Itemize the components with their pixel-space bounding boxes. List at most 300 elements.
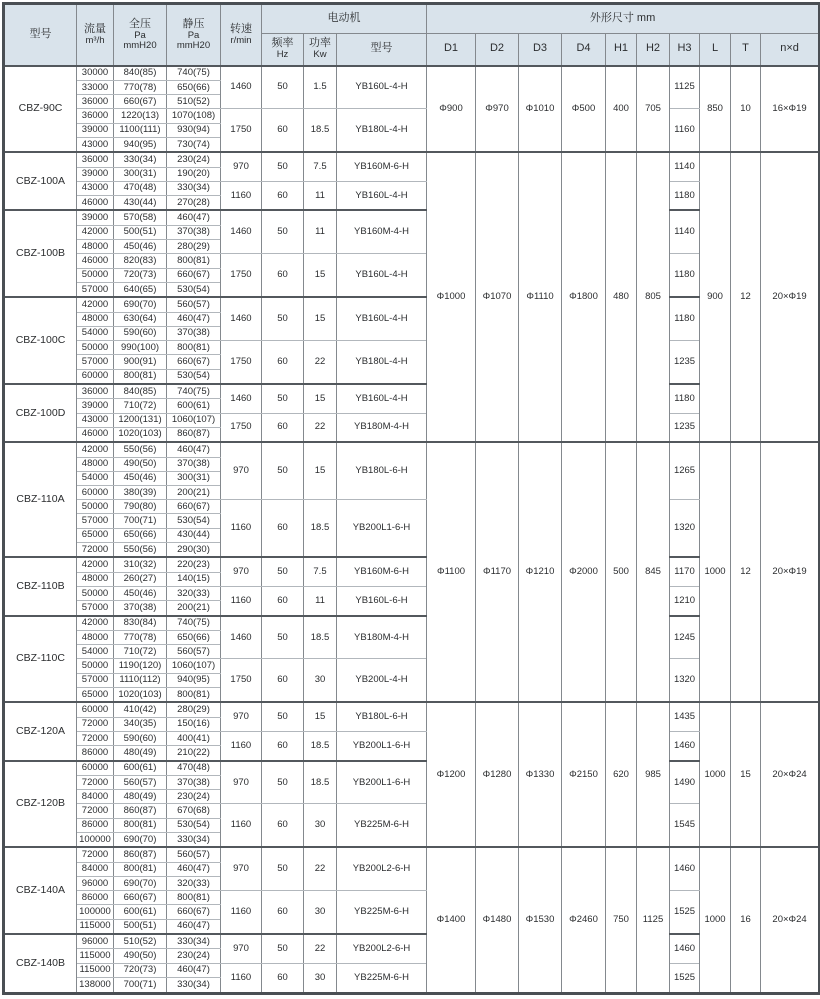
static-pressure-cell: 230(24)	[167, 790, 221, 804]
total-pressure-cell: 690(70)	[114, 832, 167, 847]
l-cell: 1000	[700, 702, 731, 847]
col-header-dims-group: 外形尺寸 mm	[427, 4, 820, 34]
frequency-cell: 50	[262, 702, 304, 731]
motor-model-cell: YB160L-6-H	[337, 586, 427, 615]
d4-cell: Φ2000	[562, 442, 606, 702]
static-pressure-cell: 300(31)	[167, 471, 221, 485]
h3-cell: 1180	[670, 181, 700, 210]
power-cell: 22	[304, 341, 337, 384]
table-row	[4, 702, 820, 717]
d1-cell: Φ1100	[427, 442, 476, 702]
flow-cell: 84000	[77, 862, 114, 876]
frequency-cell: 50	[262, 66, 304, 109]
d3-cell: Φ1010	[519, 66, 562, 153]
static-pressure-cell: 150(16)	[167, 717, 221, 731]
power-cell: 15	[304, 384, 337, 413]
model-cell: CBZ-100C	[4, 297, 77, 384]
static-pressure-cell: 280(29)	[167, 240, 221, 254]
h3-cell: 1435	[670, 702, 700, 731]
model-cell: CBZ-140A	[4, 847, 77, 934]
l-cell: 850	[700, 66, 731, 153]
static-pressure-cell: 800(81)	[167, 891, 221, 905]
flow-cell: 60000	[77, 761, 114, 776]
speed-cell: 970	[221, 847, 262, 890]
static-pressure-cell: 280(29)	[167, 702, 221, 717]
total-pressure-cell: 380(39)	[114, 486, 167, 500]
static-pressure-cell: 530(54)	[167, 514, 221, 528]
static-pressure-cell: 200(21)	[167, 486, 221, 500]
static-pressure-cell: 560(57)	[167, 297, 221, 312]
total-pressure-cell: 770(78)	[114, 80, 167, 94]
power-cell: 18.5	[304, 731, 337, 760]
frequency-cell: 60	[262, 891, 304, 934]
power-cell: 22	[304, 847, 337, 890]
speed-cell: 970	[221, 442, 262, 500]
h3-cell: 1460	[670, 847, 700, 890]
speed-cell: 1750	[221, 109, 262, 152]
static-pressure-cell: 230(24)	[167, 152, 221, 167]
col-header-power	[304, 34, 337, 66]
table-row	[4, 442, 820, 457]
flow-cell: 65000	[77, 528, 114, 542]
power-cell: 22	[304, 413, 337, 442]
header-line: Hz	[276, 49, 289, 61]
flow-cell: 57000	[77, 514, 114, 528]
flow-cell: 42000	[77, 225, 114, 239]
total-pressure-cell: 500(51)	[114, 919, 167, 934]
flow-cell: 115000	[77, 919, 114, 934]
h3-cell: 1140	[670, 152, 700, 181]
d1-cell: Φ1000	[427, 152, 476, 442]
power-cell: 18.5	[304, 109, 337, 152]
total-pressure-cell: 430(44)	[114, 196, 167, 211]
nxd-cell: 20×Φ19	[761, 442, 820, 702]
h3-cell: 1170	[670, 557, 700, 586]
total-pressure-cell: 490(50)	[114, 457, 167, 471]
total-pressure-cell: 660(67)	[114, 95, 167, 109]
static-pressure-cell: 930(94)	[167, 123, 221, 137]
nxd-cell: 16×Φ19	[761, 66, 820, 153]
header-line: 转速	[230, 22, 252, 35]
h3-cell: 1545	[670, 804, 700, 847]
power-cell: 30	[304, 891, 337, 934]
h2-cell: 805	[637, 152, 670, 442]
header-row-1	[4, 4, 820, 34]
header-line: 频率	[271, 37, 294, 50]
flow-cell: 138000	[77, 977, 114, 993]
col-header-frequency	[262, 34, 304, 66]
flow-cell: 50000	[77, 500, 114, 514]
total-pressure-cell: 370(38)	[114, 601, 167, 616]
motor-model-cell: YB200L1-6-H	[337, 500, 427, 558]
h3-cell: 1125	[670, 66, 700, 109]
t-cell: 16	[731, 847, 761, 993]
flow-cell: 48000	[77, 312, 114, 326]
h3-cell: 1245	[670, 616, 700, 659]
d4-cell: Φ2460	[562, 847, 606, 993]
flow-cell: 72000	[77, 731, 114, 745]
table-row	[4, 586, 820, 600]
t-cell: 15	[731, 702, 761, 847]
flow-cell: 60000	[77, 702, 114, 717]
flow-cell: 48000	[77, 240, 114, 254]
header-line: 全压	[129, 18, 151, 30]
frequency-cell: 60	[262, 586, 304, 615]
speed-cell: 1750	[221, 413, 262, 442]
flow-cell: 39000	[77, 123, 114, 137]
total-pressure-cell: 690(70)	[114, 876, 167, 890]
h3-cell: 1235	[670, 413, 700, 442]
total-pressure-cell: 310(32)	[114, 557, 167, 572]
table-row	[4, 384, 820, 399]
flow-cell: 96000	[77, 876, 114, 890]
l-cell: 1000	[700, 442, 731, 702]
flow-cell: 72000	[77, 804, 114, 818]
static-pressure-cell: 290(30)	[167, 542, 221, 557]
total-pressure-cell: 800(81)	[114, 369, 167, 384]
flow-cell: 57000	[77, 601, 114, 616]
flow-cell: 36000	[77, 152, 114, 167]
total-pressure-cell: 490(50)	[114, 949, 167, 963]
flow-cell: 86000	[77, 818, 114, 832]
static-pressure-cell: 330(34)	[167, 934, 221, 949]
table-row	[4, 66, 820, 81]
total-pressure-cell: 470(48)	[114, 181, 167, 195]
frequency-cell: 50	[262, 934, 304, 963]
static-pressure-cell: 800(81)	[167, 341, 221, 355]
frequency-cell: 50	[262, 384, 304, 413]
h2-cell: 845	[637, 442, 670, 702]
d1-cell: Φ900	[427, 66, 476, 153]
h1-cell: 480	[606, 152, 637, 442]
h3-cell: 1180	[670, 297, 700, 340]
h2-cell: 985	[637, 702, 670, 847]
total-pressure-cell: 800(81)	[114, 818, 167, 832]
total-pressure-cell: 450(46)	[114, 240, 167, 254]
total-pressure-cell: 860(87)	[114, 804, 167, 818]
static-pressure-cell: 370(38)	[167, 775, 221, 789]
d2-cell: Φ1480	[476, 847, 519, 993]
flow-cell: 36000	[77, 109, 114, 123]
total-pressure-cell: 590(60)	[114, 326, 167, 340]
motor-model-cell: YB160L-4-H	[337, 384, 427, 413]
flow-cell: 100000	[77, 832, 114, 847]
static-pressure-cell: 1060(107)	[167, 659, 221, 673]
static-pressure-cell: 460(47)	[167, 919, 221, 934]
total-pressure-cell: 1220(13)	[114, 109, 167, 123]
flow-cell: 72000	[77, 775, 114, 789]
flow-cell: 96000	[77, 934, 114, 949]
flow-cell: 54000	[77, 645, 114, 659]
col-header-d4: D4	[562, 34, 606, 66]
total-pressure-cell: 260(27)	[114, 572, 167, 586]
motor-model-cell: YB200L1-6-H	[337, 761, 427, 804]
speed-cell: 970	[221, 152, 262, 181]
frequency-cell: 60	[262, 413, 304, 442]
table-row	[4, 181, 820, 195]
flow-cell: 46000	[77, 196, 114, 211]
table-row	[4, 254, 820, 268]
static-pressure-cell: 1060(107)	[167, 413, 221, 427]
frequency-cell: 50	[262, 442, 304, 500]
table-row	[4, 731, 820, 745]
d1-cell: Φ1400	[427, 847, 476, 993]
table-row	[4, 804, 820, 818]
static-pressure-cell: 430(44)	[167, 528, 221, 542]
table-row	[4, 152, 820, 167]
table-row	[4, 109, 820, 123]
static-pressure-cell: 530(54)	[167, 369, 221, 384]
flow-cell: 57000	[77, 355, 114, 369]
flow-cell: 84000	[77, 790, 114, 804]
power-cell: 1.5	[304, 66, 337, 109]
frequency-cell: 50	[262, 557, 304, 586]
total-pressure-cell: 340(35)	[114, 717, 167, 731]
static-pressure-cell: 670(68)	[167, 804, 221, 818]
motor-model-cell: YB180L-6-H	[337, 442, 427, 500]
col-header-h3: H3	[670, 34, 700, 66]
static-pressure-cell: 370(38)	[167, 326, 221, 340]
header-line: Kw	[313, 49, 327, 61]
speed-cell: 970	[221, 934, 262, 963]
flow-cell: 72000	[77, 717, 114, 731]
speed-cell: 970	[221, 557, 262, 586]
h3-cell: 1140	[670, 210, 700, 253]
d3-cell: Φ1330	[519, 702, 562, 847]
frequency-cell: 50	[262, 152, 304, 181]
frequency-cell: 60	[262, 963, 304, 993]
model-cell: CBZ-90C	[4, 66, 77, 153]
power-cell: 15	[304, 297, 337, 340]
table-row	[4, 616, 820, 631]
total-pressure-cell: 500(51)	[114, 225, 167, 239]
total-pressure-cell: 550(56)	[114, 442, 167, 457]
model-cell: CBZ-100A	[4, 152, 77, 210]
total-pressure-cell: 630(64)	[114, 312, 167, 326]
d2-cell: Φ970	[476, 66, 519, 153]
model-cell: CBZ-140B	[4, 934, 77, 994]
total-pressure-cell: 840(85)	[114, 384, 167, 399]
d4-cell: Φ2150	[562, 702, 606, 847]
model-cell: CBZ-120A	[4, 702, 77, 760]
speed-cell: 1160	[221, 500, 262, 558]
t-cell: 12	[731, 152, 761, 442]
frequency-cell: 60	[262, 804, 304, 847]
nxd-cell: 20×Φ19	[761, 152, 820, 442]
total-pressure-cell: 300(31)	[114, 167, 167, 181]
total-pressure-cell: 660(67)	[114, 891, 167, 905]
frequency-cell: 60	[262, 659, 304, 702]
flow-cell: 36000	[77, 384, 114, 399]
flow-cell: 54000	[77, 326, 114, 340]
total-pressure-cell: 840(85)	[114, 66, 167, 81]
power-cell: 7.5	[304, 557, 337, 586]
static-pressure-cell: 460(47)	[167, 963, 221, 977]
frequency-cell: 60	[262, 254, 304, 297]
speed-cell: 1460	[221, 210, 262, 253]
power-cell: 30	[304, 963, 337, 993]
table-row	[4, 761, 820, 776]
flow-cell: 42000	[77, 297, 114, 312]
total-pressure-cell: 710(72)	[114, 645, 167, 659]
static-pressure-cell: 460(47)	[167, 210, 221, 225]
motor-model-cell: YB200L-4-H	[337, 659, 427, 702]
frequency-cell: 60	[262, 500, 304, 558]
col-header-motor-model: 型号	[337, 34, 427, 66]
motor-model-cell: YB160M-4-H	[337, 210, 427, 253]
speed-cell: 1160	[221, 586, 262, 615]
total-pressure-cell: 640(65)	[114, 282, 167, 297]
flow-cell: 39000	[77, 210, 114, 225]
flow-cell: 72000	[77, 542, 114, 557]
h3-cell: 1265	[670, 442, 700, 500]
h1-cell: 400	[606, 66, 637, 153]
flow-cell: 60000	[77, 486, 114, 500]
static-pressure-cell: 740(75)	[167, 384, 221, 399]
speed-cell: 970	[221, 702, 262, 731]
motor-model-cell: YB200L2-6-H	[337, 934, 427, 963]
static-pressure-cell: 800(81)	[167, 687, 221, 702]
total-pressure-cell: 480(49)	[114, 746, 167, 761]
d4-cell: Φ1800	[562, 152, 606, 442]
total-pressure-cell: 650(66)	[114, 528, 167, 542]
d4-cell: Φ500	[562, 66, 606, 153]
static-pressure-cell: 650(66)	[167, 630, 221, 644]
total-pressure-cell: 990(100)	[114, 341, 167, 355]
frequency-cell: 50	[262, 616, 304, 659]
static-pressure-cell: 330(34)	[167, 977, 221, 993]
table-row	[4, 500, 820, 514]
t-cell: 12	[731, 442, 761, 702]
power-cell: 15	[304, 442, 337, 500]
frequency-cell: 50	[262, 297, 304, 340]
header-line: 流量	[84, 22, 106, 35]
total-pressure-cell: 330(34)	[114, 152, 167, 167]
power-cell: 7.5	[304, 152, 337, 181]
flow-cell: 100000	[77, 905, 114, 919]
flow-cell: 30000	[77, 66, 114, 81]
flow-cell: 43000	[77, 413, 114, 427]
total-pressure-cell: 860(87)	[114, 847, 167, 862]
header-line: r/min	[230, 34, 252, 46]
frequency-cell: 60	[262, 181, 304, 210]
total-pressure-cell: 550(56)	[114, 542, 167, 557]
speed-cell: 1160	[221, 963, 262, 993]
motor-model-cell: YB180L-6-H	[337, 702, 427, 731]
h1-cell: 500	[606, 442, 637, 702]
frequency-cell: 50	[262, 210, 304, 253]
motor-model-cell: YB200L2-6-H	[337, 847, 427, 890]
power-cell: 18.5	[304, 616, 337, 659]
total-pressure-cell: 600(61)	[114, 905, 167, 919]
frequency-cell: 60	[262, 341, 304, 384]
total-pressure-cell: 600(61)	[114, 761, 167, 776]
nxd-cell: 20×Φ24	[761, 847, 820, 993]
static-pressure-cell: 370(38)	[167, 457, 221, 471]
model-cell: CBZ-110C	[4, 616, 77, 703]
flow-cell: 54000	[77, 471, 114, 485]
table-row	[4, 341, 820, 355]
static-pressure-cell: 660(67)	[167, 905, 221, 919]
col-header-speed	[221, 4, 262, 66]
speed-cell: 1460	[221, 384, 262, 413]
static-pressure-cell: 800(81)	[167, 254, 221, 268]
h3-cell: 1210	[670, 586, 700, 615]
static-pressure-cell: 320(33)	[167, 586, 221, 600]
model-cell: CBZ-100D	[4, 384, 77, 442]
static-pressure-cell: 370(38)	[167, 225, 221, 239]
total-pressure-cell: 790(80)	[114, 500, 167, 514]
static-pressure-cell: 530(54)	[167, 282, 221, 297]
flow-cell: 42000	[77, 442, 114, 457]
static-pressure-cell: 740(75)	[167, 66, 221, 81]
static-pressure-cell: 460(47)	[167, 862, 221, 876]
static-pressure-cell: 560(57)	[167, 645, 221, 659]
total-pressure-cell: 900(91)	[114, 355, 167, 369]
header-line: 功率	[309, 37, 331, 50]
model-cell: CBZ-120B	[4, 761, 77, 848]
static-pressure-cell: 510(52)	[167, 95, 221, 109]
static-pressure-cell: 460(47)	[167, 442, 221, 457]
motor-model-cell: YB180M-4-H	[337, 413, 427, 442]
flow-cell: 46000	[77, 254, 114, 268]
col-header-static-pressure	[167, 4, 221, 66]
static-pressure-cell: 740(75)	[167, 616, 221, 631]
flow-cell: 39000	[77, 399, 114, 413]
col-header-nxd: n×d	[761, 34, 820, 66]
static-pressure-cell: 650(66)	[167, 80, 221, 94]
col-header-d2: D2	[476, 34, 519, 66]
static-pressure-cell: 530(54)	[167, 818, 221, 832]
motor-model-cell: YB160M-6-H	[337, 152, 427, 181]
h3-cell: 1160	[670, 109, 700, 152]
speed-cell: 1160	[221, 731, 262, 760]
h2-cell: 705	[637, 66, 670, 153]
flow-cell: 65000	[77, 687, 114, 702]
d3-cell: Φ1530	[519, 847, 562, 993]
flow-cell: 48000	[77, 572, 114, 586]
h2-cell: 1125	[637, 847, 670, 993]
header-line: m³/h	[85, 34, 105, 46]
total-pressure-cell: 700(71)	[114, 977, 167, 993]
col-header-t: T	[731, 34, 761, 66]
table-row	[4, 557, 820, 572]
h3-cell: 1180	[670, 254, 700, 297]
power-cell: 30	[304, 804, 337, 847]
total-pressure-cell: 800(81)	[114, 862, 167, 876]
static-pressure-cell: 230(24)	[167, 949, 221, 963]
flow-cell: 50000	[77, 659, 114, 673]
flow-cell: 115000	[77, 949, 114, 963]
d2-cell: Φ1070	[476, 152, 519, 442]
col-header-total-pressure	[114, 4, 167, 66]
col-header-d3: D3	[519, 34, 562, 66]
static-pressure-cell: 400(41)	[167, 731, 221, 745]
motor-model-cell: YB180M-4-H	[337, 616, 427, 659]
total-pressure-cell: 720(73)	[114, 963, 167, 977]
total-pressure-cell: 700(71)	[114, 514, 167, 528]
speed-cell: 1750	[221, 341, 262, 384]
nxd-cell: 20×Φ24	[761, 702, 820, 847]
d3-cell: Φ1210	[519, 442, 562, 702]
motor-model-cell: YB160L-4-H	[337, 297, 427, 340]
h3-cell: 1490	[670, 761, 700, 804]
table-row	[4, 297, 820, 312]
motor-model-cell: YB225M-6-H	[337, 804, 427, 847]
flow-cell: 36000	[77, 95, 114, 109]
h1-cell: 620	[606, 702, 637, 847]
flow-cell: 57000	[77, 673, 114, 687]
